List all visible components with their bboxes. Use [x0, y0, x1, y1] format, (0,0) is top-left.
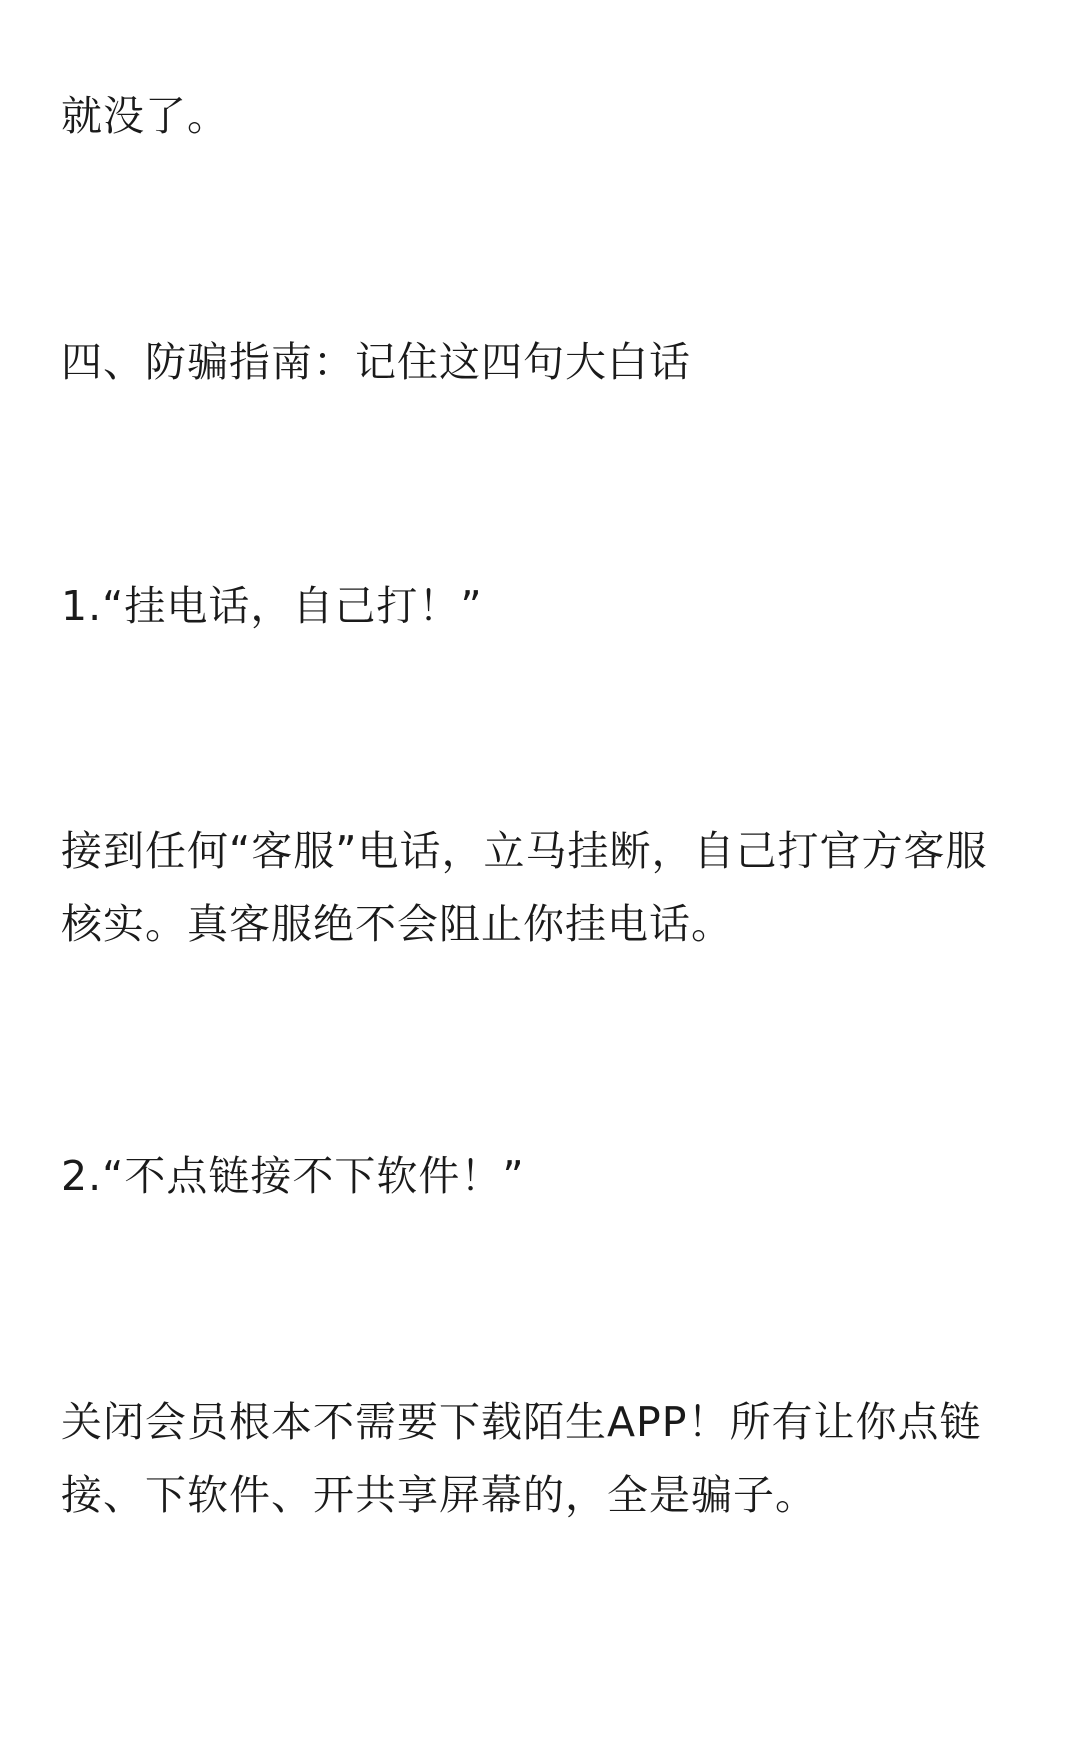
paragraph-ending: 就没了。 — [61, 92, 229, 140]
tip-body-1: 接到任何“客服”电话，立马挂断，自己打官方客服核实。真客服绝不会阻止你挂电话。 — [61, 827, 988, 948]
tip-heading-2: 2.“不点链接不下软件！” — [61, 1152, 525, 1200]
tip-heading-1: 1.“挂电话，自己打！” — [61, 582, 483, 630]
tip-body-2: 关闭会员根本不需要下载陌生APP！所有让你点链接、下软件、开共享屏幕的，全是骗子。 — [61, 1398, 982, 1519]
section-heading-anti-fraud-guide: 四、防骗指南：记住这四句大白话 — [61, 338, 691, 386]
